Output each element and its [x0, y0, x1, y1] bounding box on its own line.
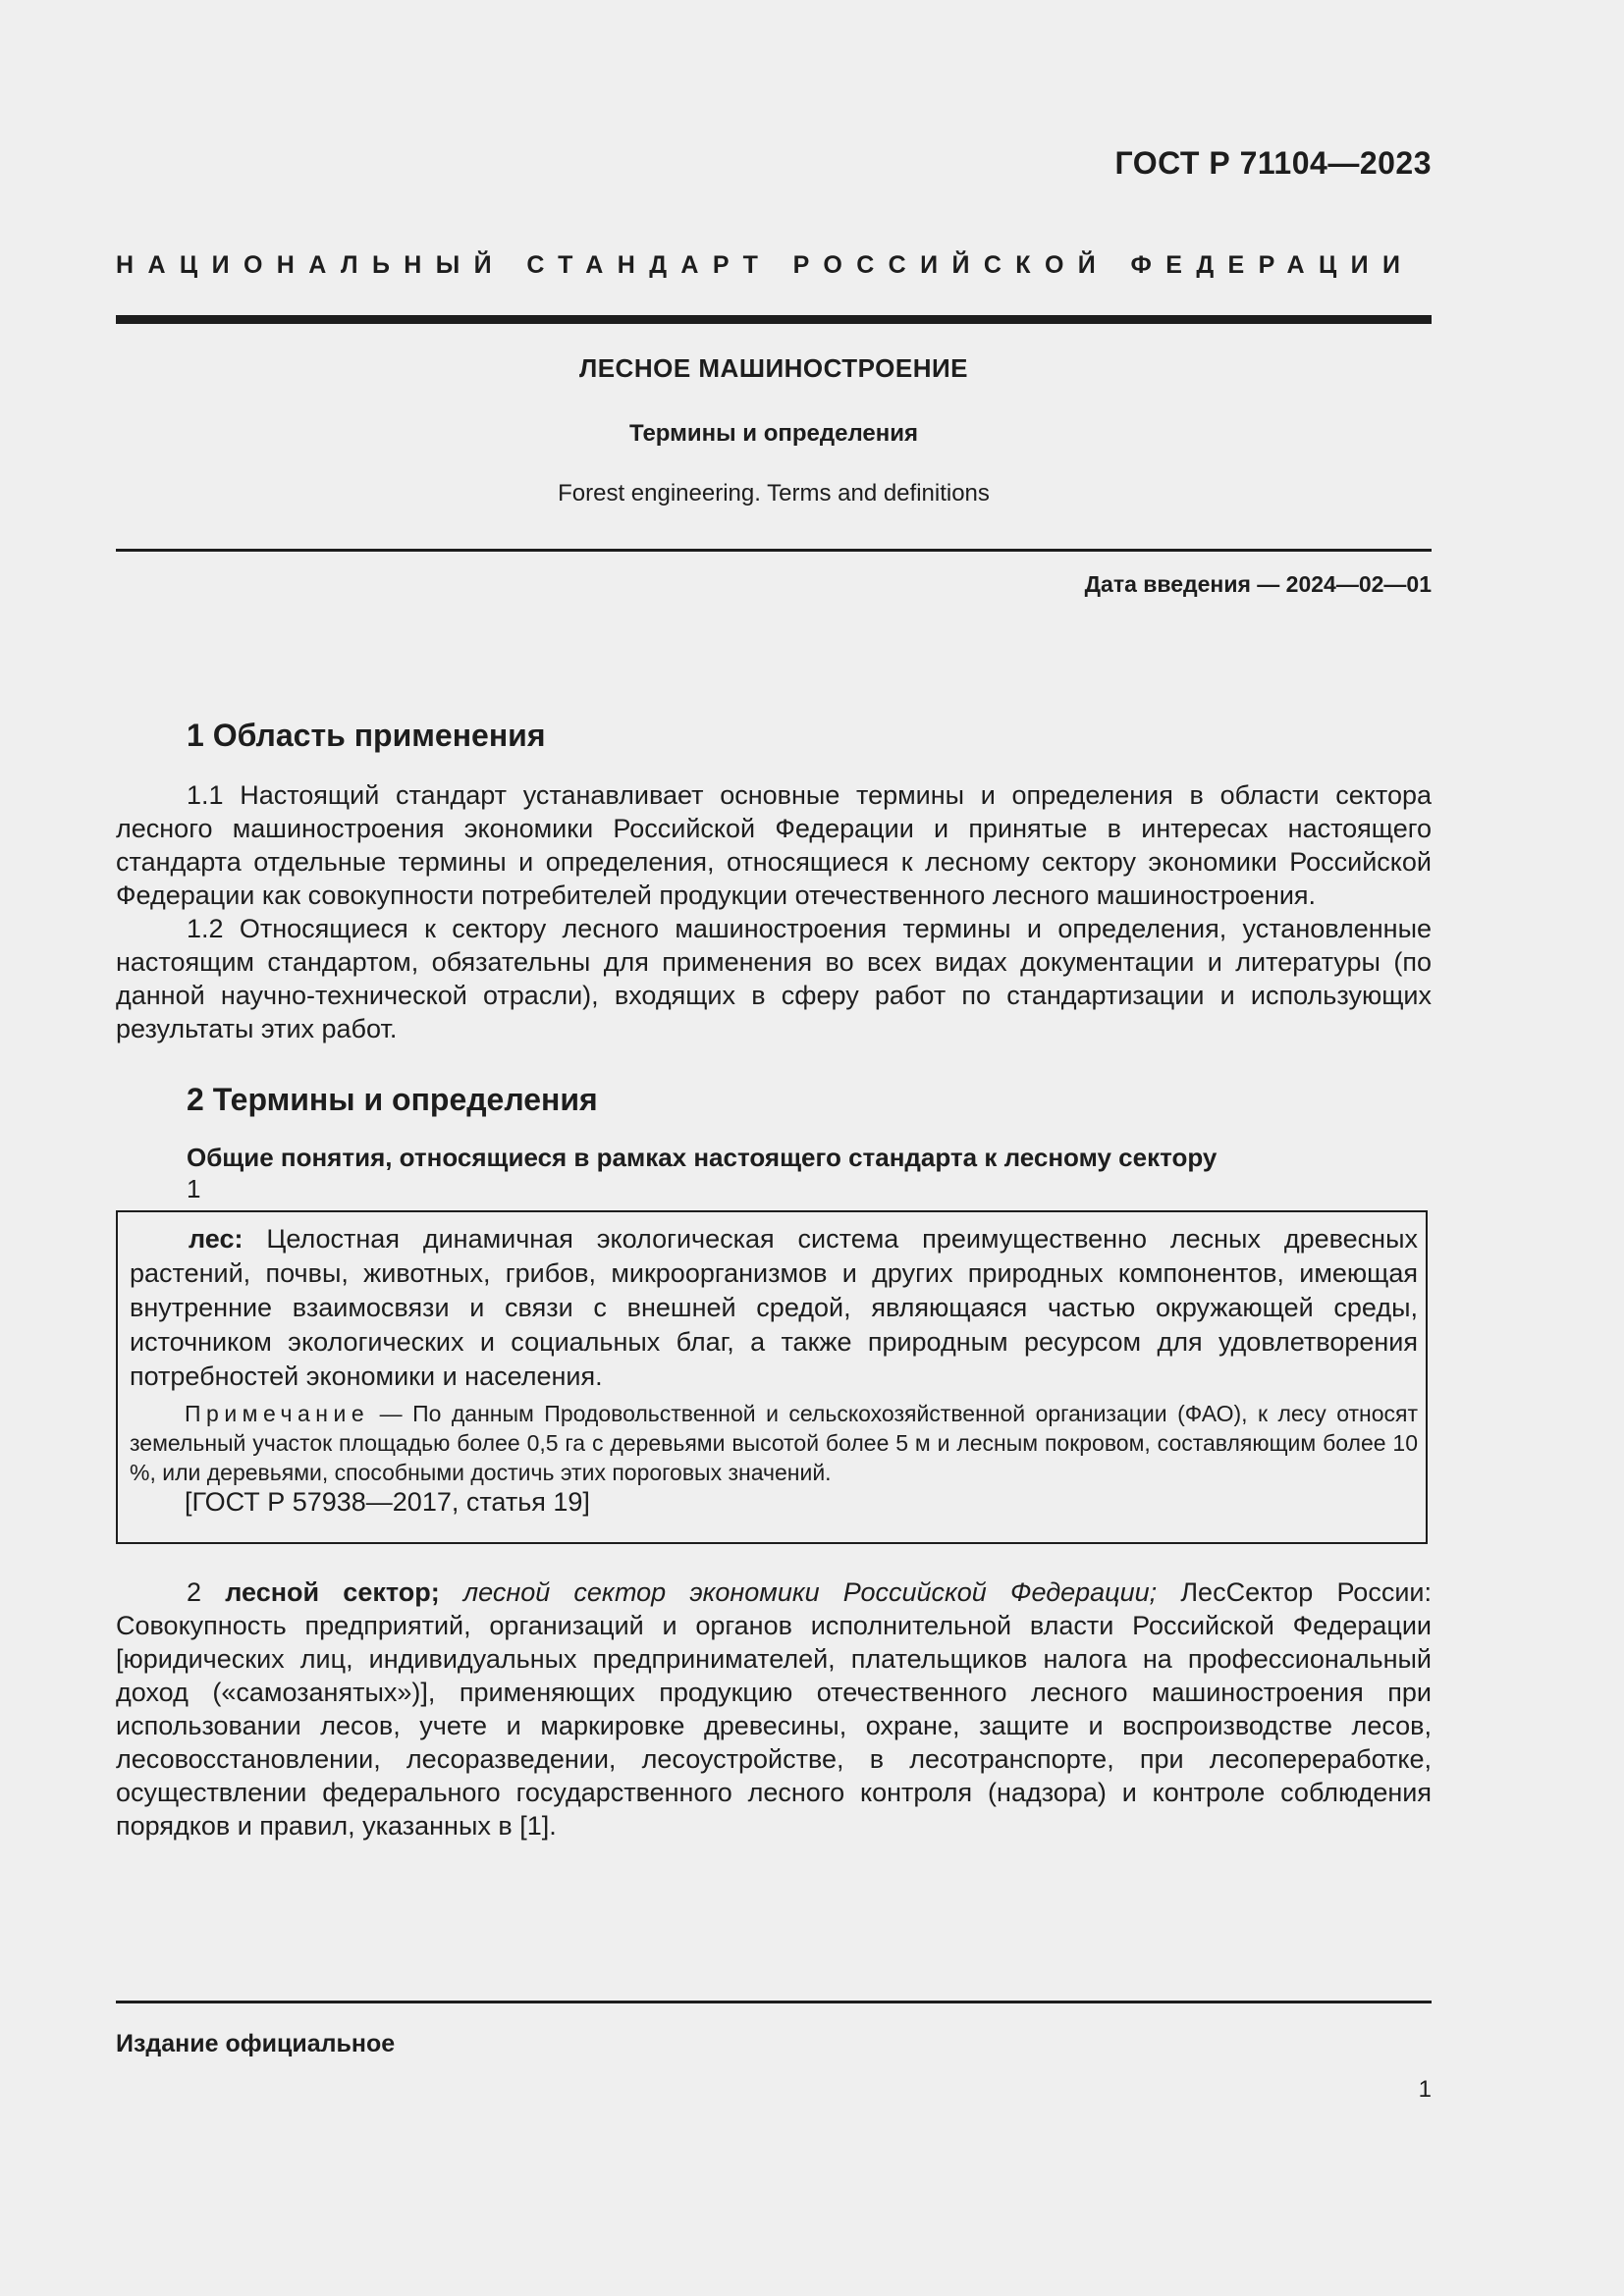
term-2-name: лесной сектор;: [225, 1577, 440, 1607]
introduction-date: Дата введения — 2024—02—01: [1084, 571, 1432, 597]
english-title: Forest engineering. Terms and definitions: [558, 480, 990, 507]
note-text: — По данным Продовольственной и сельскохозяйственной организации (ФАО), к лесу относят земельный участок площадью более 0,5 га с деревьями высотой более 5 м и лесным покровом, составляющим более 10 %, или деревьями, способными достичь этих пороговых значений.: [130, 1401, 1418, 1485]
term-2-synonym: лесной сектор экономики Российской Федерации;: [462, 1577, 1158, 1607]
term-2-paragraph: [116, 1575, 1432, 1842]
section-1-heading: 1 Область применения: [187, 718, 546, 753]
paragraph-1-2: 1.2 Относящиеся к сектору лесного машиностроения термины и определения, установленные настоящим стандартом, обязательны для применения во всех видах документации и литературы (по данной научно-технической отрасли), входящих в сферу работ по стандартизации и использующих результаты этих работ.: [116, 914, 1432, 1043]
note-label: Примечание: [185, 1401, 370, 1426]
term-2-definition: ЛесСектор России: Совокупность предприятий, организаций и органов исполнительной власти Российской Федерации [юридических лиц, индивидуальных предпринимателей, плательщиков налога на профессиональный доход («самозанятых»)], применяющих продукцию отечественного лесного машиностроения при использовании лесов, учете и маркировке древесины, охране, защите и воспроизводстве лесов, лесовосстановлении, лесоразведении, лесоустройстве, в лесотранспорте, при лесопереработке, осуществлении федерального государственного лесного контроля (надзора) и контроле соблюдения порядков и правил, указанных в [1].: [116, 1577, 1432, 1841]
document-page: [116, 0, 1432, 2296]
document-title: ЛЕСНОЕ МАШИНОСТРОЕНИЕ: [578, 353, 969, 383]
official-edition-label: Издание официальное: [116, 2030, 396, 2057]
footer-divider: [116, 2001, 1432, 2003]
term-1-definition: [130, 1222, 1418, 1394]
thick-divider: [116, 315, 1432, 324]
term-1-note: [130, 1399, 1418, 1487]
terms-group-heading: Общие понятия, относящиеся в рамках настоящего стандарта к лесному сектору: [187, 1143, 1218, 1172]
national-standard-banner: НАЦИОНАЛЬНЫЙ СТАНДАРТ РОССИЙСКОЙ ФЕДЕРАЦИИ: [116, 251, 1415, 279]
term-1-box: [116, 1210, 1428, 1544]
term-1-name: лес:: [189, 1224, 244, 1254]
doc-code: ГОСТ Р 71104—2023: [1114, 145, 1432, 181]
document-subtitle: Термины и определения: [628, 420, 919, 447]
title-divider: [116, 549, 1432, 552]
paragraph-1-1: 1.1 Настоящий стандарт устанавливает основные термины и определения в области сектора лесного машиностроения экономики Российской Федерации и принятые в интересах настоящего стандарта отдельные термины и определения, относящиеся к лесному сектору экономики Российской Федерации как совокупности потребителей продукции отечественного лесного машиностроения.: [116, 780, 1432, 910]
term-1-number: 1: [187, 1174, 201, 1203]
term-2-number: 2: [187, 1577, 202, 1607]
section-2-heading: 2 Термины и определения: [187, 1082, 598, 1117]
term-1-definition-text: Целостная динамичная экологическая система преимущественно лесных древесных растений, почвы, животных, грибов, микроорганизмов и других природных компонентов, имеющая внутренние взаимосвязи и связи с внешней средой, являющаяся частью окружающей среды, источником экологических и социальных благ, а также природным ресурсом для удовлетворения потребностей экономики и населения.: [130, 1224, 1418, 1391]
term-1-source: [ГОСТ Р 57938—2017, статья 19]: [185, 1487, 590, 1517]
page-number: 1: [1418, 2076, 1432, 2103]
